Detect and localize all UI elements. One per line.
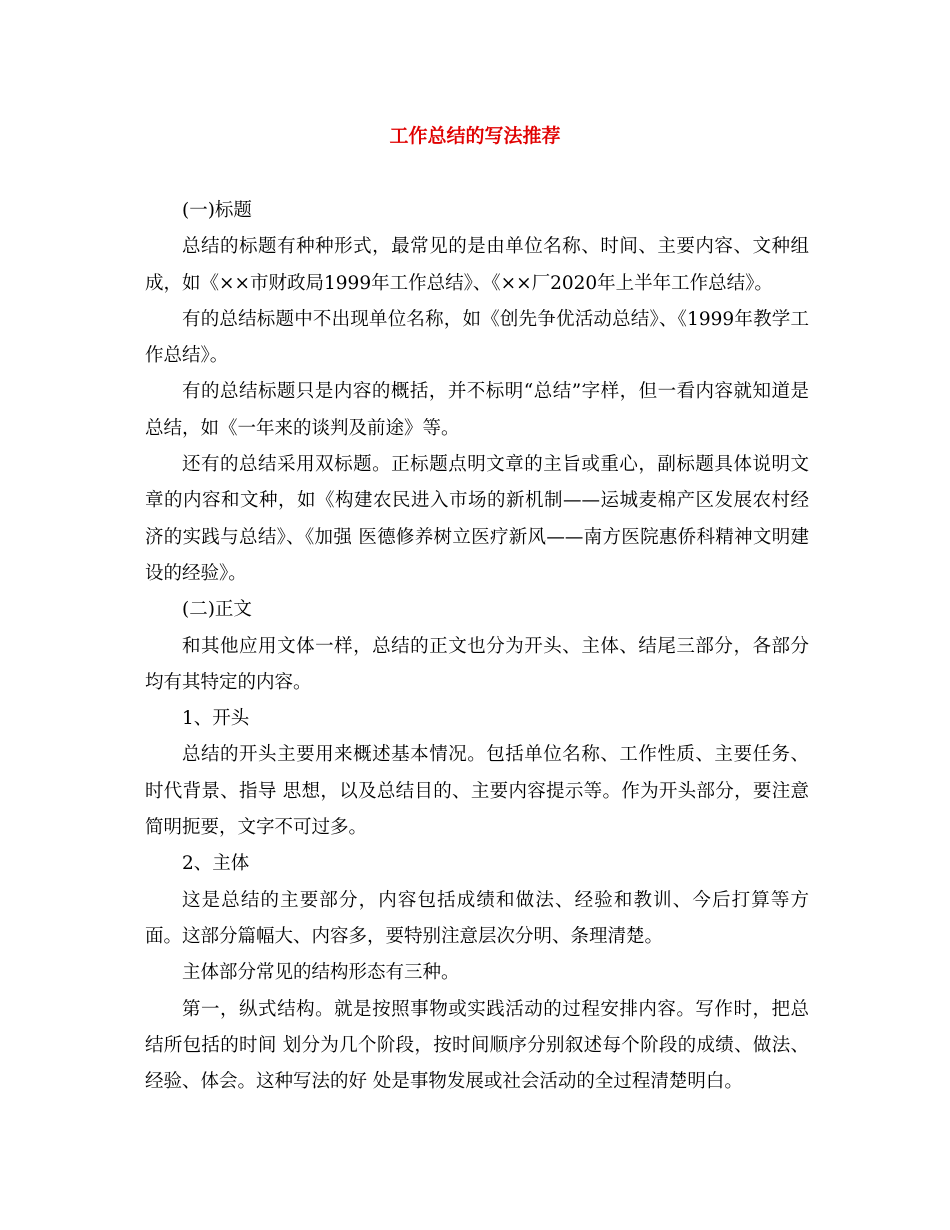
body-paragraph: 总结的开头主要用来概述基本情况。包括单位名称、工作性质、主要任务、时代背景、指导 思想，以及总结目的、主要内容提示等。作为开头部分，要注意简明扼要，文字不可过多。	[145, 744, 809, 839]
body-paragraph: 和其他应用文体一样，总结的正文也分为开头、主体、结尾三部分，各部分均有其特定的内容。	[145, 635, 809, 693]
document-title: 工作总结的写法推荐	[389, 125, 561, 147]
body-paragraph: 有的总结标题只是内容的概括，并不标明“总结”字样，但一看内容就知道是总结，如《一年来的谈判及前途》等。	[145, 381, 809, 439]
body-paragraph: 有的总结标题中不出现单位名称，如《创先争优活动总结》、《1999年教学工作总结》。	[145, 308, 809, 367]
subheading-main: 2、主体	[182, 853, 250, 875]
subheading-opening: 1、开头	[182, 708, 250, 730]
section-heading-body: (二)正文	[182, 599, 252, 621]
body-paragraph: 第一，纵式结构。就是按照事物或实践活动的过程安排内容。写作时，把总结所包括的时间 划分为几个阶段，按时间顺序分别叙述每个阶段的成绩、做法、经验、体会。这种写法的好 处是事物发展或社会活动的全过程清楚明白。	[145, 998, 809, 1093]
section-heading-title: (一)标题	[182, 200, 252, 221]
document-body	[145, 193, 809, 1100]
body-paragraph: 还有的总结采用双标题。正标题点明文章的主旨或重心，副标题具体说明文章的内容和文种，如《构建农民进入市场的新机制——运城麦棉产区发展农村经济的实践与总结》、《加强 医德修养树立医疗新风——南方医院惠侨科精神文明建设的经验》。	[145, 454, 809, 584]
body-paragraph: 这是总结的主要部分，内容包括成绩和做法、经验和教训、今后打算等方面。这部分篇幅大、内容多，要特别注意层次分明、条理清楚。	[145, 889, 809, 947]
body-paragraph: 总结的标题有种种形式，最常见的是由单位名称、时间、主要内容、文种组成，如《××市财政局1999年工作总结》、《××厂2020年上半年工作总结》。	[145, 236, 809, 294]
body-paragraph: 主体部分常见的结构形态有三种。	[182, 962, 460, 984]
